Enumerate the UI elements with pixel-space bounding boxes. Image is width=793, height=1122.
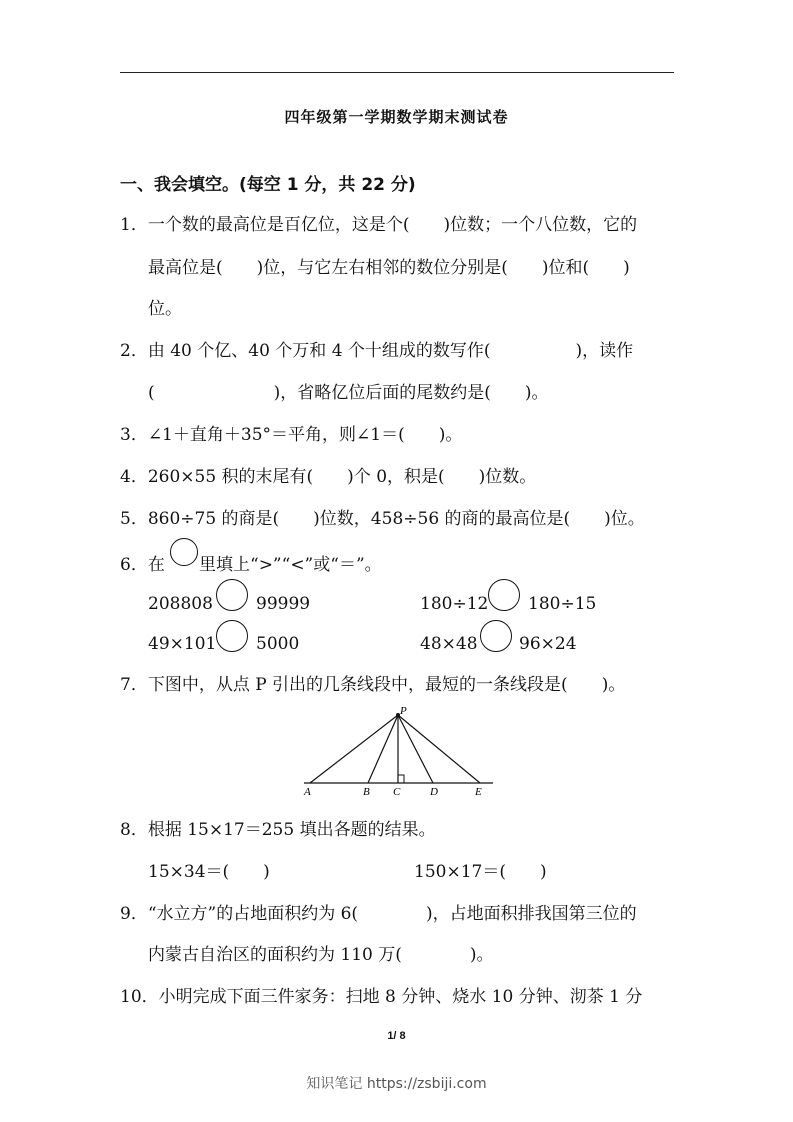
segment-pa xyxy=(310,715,398,783)
label-b: B xyxy=(363,786,370,798)
answer-circle-3[interactable] xyxy=(216,620,248,652)
footer-watermark: 知识笔记 https://zsbiji.com xyxy=(306,1076,487,1092)
line-segment-figure xyxy=(290,700,510,800)
label-a: A xyxy=(304,786,311,798)
answer-circle-1[interactable] xyxy=(216,579,248,611)
q10-line1: 10．小明完成下面三件家务：扫地 8 分钟、烧水 10 分钟、沏茶 1 分 xyxy=(120,987,643,1007)
segment-pb xyxy=(368,715,398,783)
q1-line3: 位。 xyxy=(148,299,182,319)
header-rule xyxy=(120,72,674,73)
answer-circle-2[interactable] xyxy=(488,579,520,611)
q5-line1: 5．860÷75 的商是( )位数，458÷56 的商的最高位是( )位。 xyxy=(120,509,645,529)
q8-right: 150×17＝( ) xyxy=(414,862,547,882)
q4-line1: 4．260×55 积的末尾有( )个 0，积是( )位数。 xyxy=(120,467,537,487)
q8-line1: 8．根据 15×17＝255 填出各题的结果。 xyxy=(120,820,436,840)
label-e: E xyxy=(475,786,482,798)
q6-item3-left: 49×101 xyxy=(148,634,217,654)
q6-item1-left: 208808 xyxy=(148,594,213,614)
q2-line1: 2．由 40 个亿、40 个万和 4 个十组成的数写作( )，读作 xyxy=(120,341,634,361)
segment-pd xyxy=(398,715,433,783)
q6-item1-right: 99999 xyxy=(256,594,311,614)
page-number: 1/ 8 xyxy=(387,1030,406,1042)
q6-prefix: 6．在 xyxy=(120,555,165,575)
label-p: P xyxy=(400,705,407,717)
q7-line1: 7．下图中，从点 P 引出的几条线段中，最短的一条线段是( )。 xyxy=(120,675,626,695)
q9-line2: 内蒙古自治区的面积约为 110 万( )。 xyxy=(148,945,494,965)
q1-line2: 最高位是( )位，与它左右相邻的数位分别是( )位和( ) xyxy=(148,258,630,278)
q1-line1: 1．一个数的最高位是百亿位，这是个( )位数；一个八位数，它的 xyxy=(120,215,638,235)
answer-circle-example xyxy=(170,538,198,566)
q6-suffix: 里填上“>”“<”或“＝”。 xyxy=(199,555,382,575)
right-angle-mark xyxy=(398,775,404,783)
segment-pe xyxy=(398,715,480,783)
q3-line1: 3．∠1＋直角＋35°＝平角，则∠1＝( )。 xyxy=(120,425,463,445)
q6-item4-right: 96×24 xyxy=(519,634,577,654)
q6-item2-left: 180÷12 xyxy=(420,594,489,614)
q6-item2-right: 180÷15 xyxy=(528,594,597,614)
page-title: 四年级第一学期数学期末测试卷 xyxy=(284,108,509,126)
q6-item4-left: 48×48 xyxy=(420,634,478,654)
section-heading: 一、我会填空。(每空 1 分，共 22 分) xyxy=(120,175,416,195)
q2-line2: ( )，省略亿位后面的尾数约是( )。 xyxy=(148,383,549,403)
label-c: C xyxy=(393,786,401,798)
answer-circle-4[interactable] xyxy=(480,620,512,652)
q6-item3-right: 5000 xyxy=(256,634,300,654)
q9-line1: 9．“水立方”的占地面积约为 6( )，占地面积排我国第三位的 xyxy=(120,904,637,924)
q8-left: 15×34＝( ) xyxy=(148,862,270,882)
label-d: D xyxy=(430,786,438,798)
